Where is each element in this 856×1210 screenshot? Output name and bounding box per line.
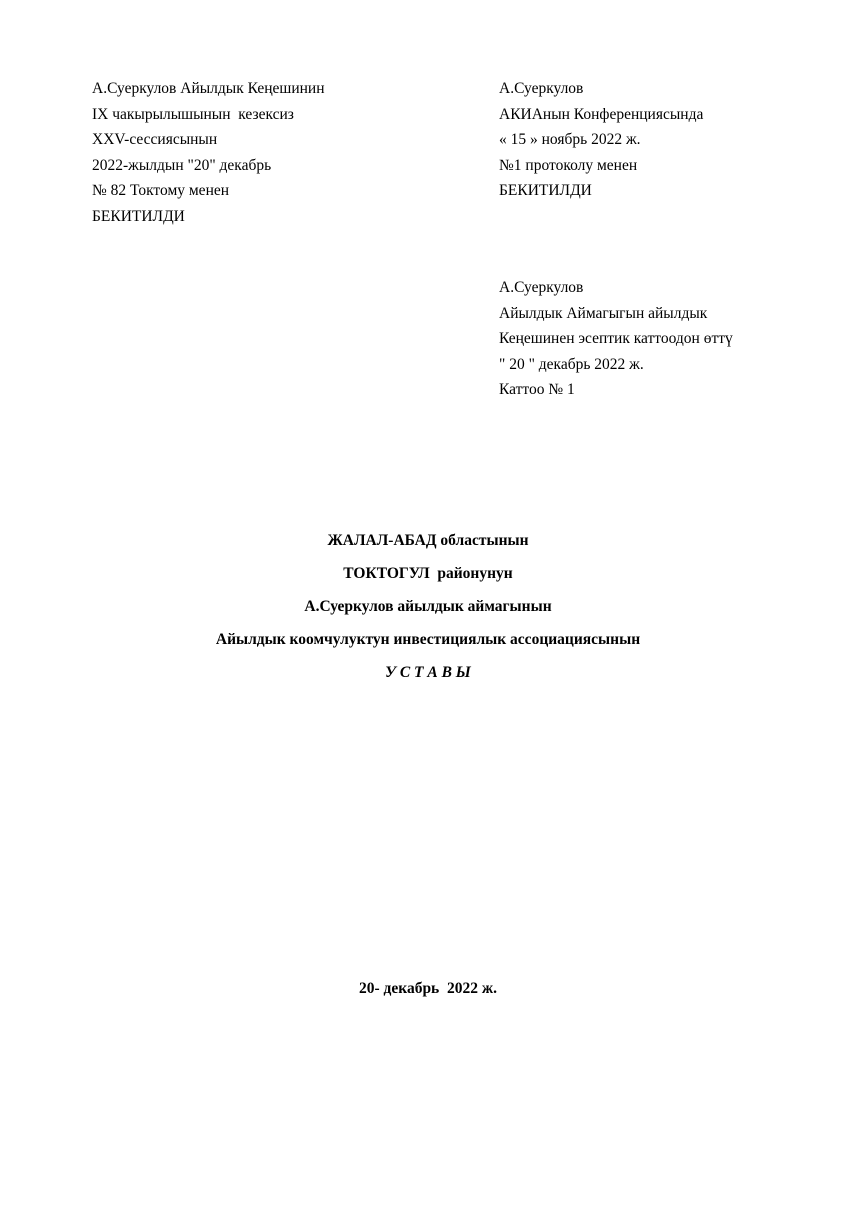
- document-title: [0, 529, 856, 694]
- approval-line: А.Суеркулов Айылдык Кеңешинин: [92, 80, 325, 97]
- registration-line: Айылдык Аймагыгын айылдык: [499, 304, 708, 322]
- approval-line: № 82 Токтому менен: [92, 182, 230, 199]
- registration-line: Кеңешинен эсептик каттоодон өттү: [499, 330, 733, 347]
- approval-line: БЕКИТИЛДИ: [499, 182, 592, 199]
- approval-line: IX чакырылышынын кезексиз: [92, 105, 294, 123]
- approval-line: « 15 » ноябрь 2022 ж.: [499, 131, 641, 148]
- title-region: ЖАЛАЛ-АБАД областынын: [327, 532, 529, 549]
- registration-line: Каттоо № 1: [499, 381, 575, 398]
- approval-stamp-conference: [499, 76, 703, 204]
- approval-stamp-council: [92, 76, 325, 229]
- registration-line: " 20 " декабрь 2022 ж.: [499, 355, 644, 373]
- approval-line: XXV-сессиясынын: [92, 131, 218, 148]
- approval-line: №1 протоколу менен: [499, 156, 638, 174]
- document-date: 20- декабрь 2022 ж.: [358, 980, 497, 997]
- title-village-area: А.Суеркулов айылдык аймагынын: [304, 598, 552, 615]
- approval-line: А.Суеркулов: [499, 80, 584, 97]
- title-association: Айылдык коомчулуктун инвестициялык ассоциациясынын: [215, 631, 641, 648]
- registration-line: А.Суеркулов: [499, 279, 584, 296]
- title-district: ТОКТОГУЛ районунун: [343, 565, 513, 582]
- registration-stamp: [499, 275, 733, 403]
- approval-line: 2022-жылдын "20" декабрь: [92, 156, 272, 174]
- approval-line: БЕКИТИЛДИ: [92, 207, 185, 225]
- approval-line: АКИАнын Конференциясында: [499, 105, 704, 123]
- title-document-type: У С Т А В Ы: [385, 664, 471, 681]
